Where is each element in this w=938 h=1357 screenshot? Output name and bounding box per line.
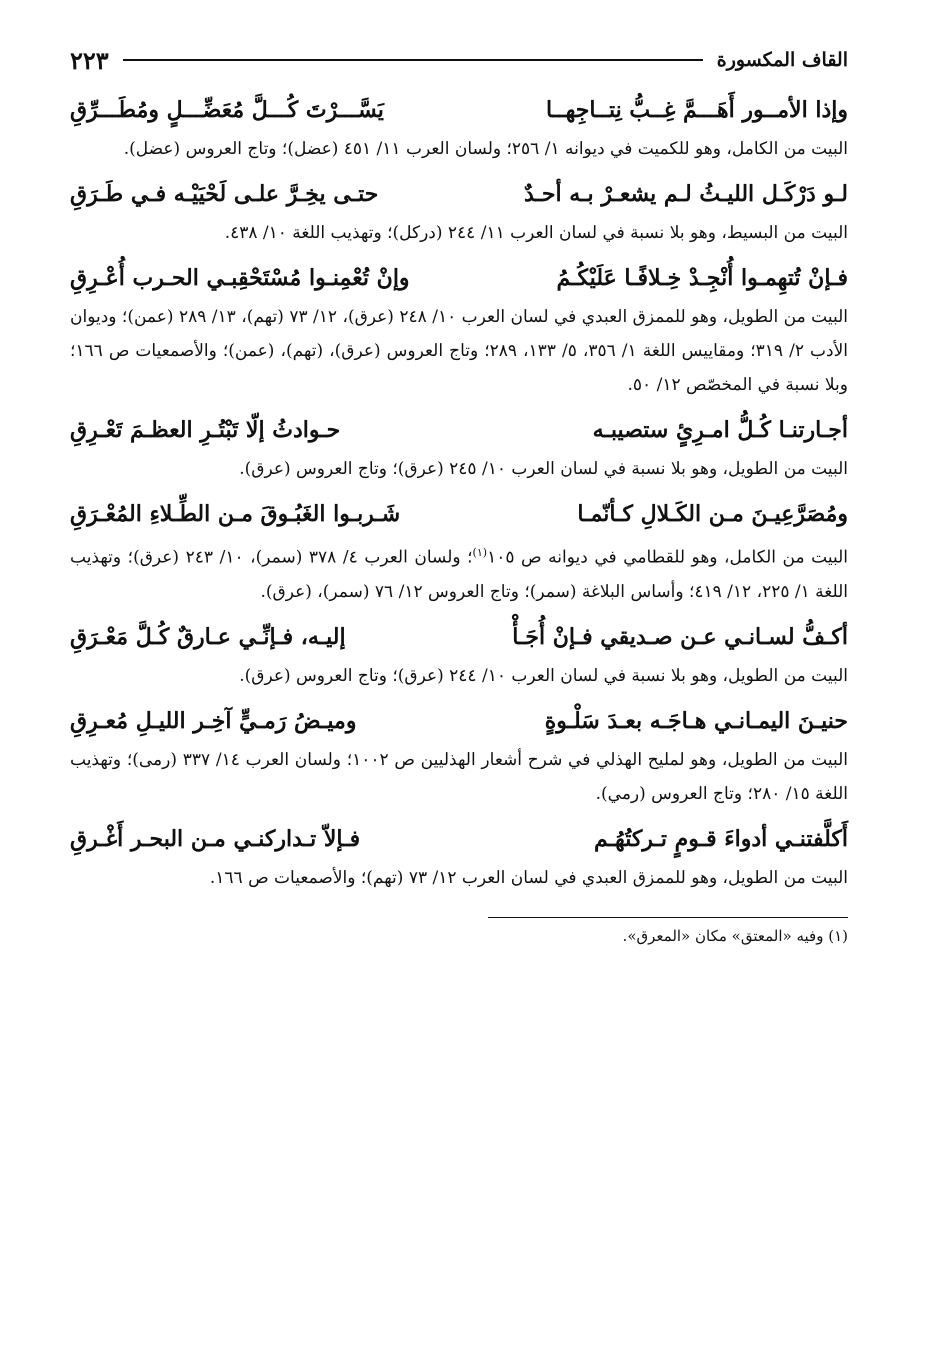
verse-line <box>70 172 848 216</box>
verse-line <box>70 256 848 300</box>
first-hemistich: وإذا الأمــور أَهَـــمَّ غِــبُّ نِتــاجِهــا <box>546 97 848 123</box>
verse-source-note: البيت من الطويل، وهو بلا نسبة في لسان العرب ١٠/ ٢٤٥ (عرق)؛ وتاج العروس (عرق). <box>239 459 848 479</box>
note-text-end: ؛ ولسان العرب ٤/ ٣٧٨ (سمر)، ١٠/ ٢٤٣ (عرق)؛ وتهذيب اللغة ١/ ٢٢٥، ١٢/ ٤١٩؛ وأساس البلاغة (سمر)؛ وتاج العروس ١٢/ ٧٦ (سمر)، (عرق). <box>70 547 848 602</box>
verse-entry <box>70 172 848 250</box>
second-hemistich: إليـه، فـإنِّـي عـارقٌ كُـلَّ مَعْـرَقِ <box>70 623 346 650</box>
verse-line <box>70 492 848 536</box>
verse-source-note: البيت من الطويل، وهو لمليح الهذلي في شرح أشعار الهذليين ص ١٠٠٢؛ ولسان العرب ١٤/ ٣٣٧ (رمى)؛ وتهذيب اللغة ١٥/ ٢٨٠؛ وتاج العروس (رمي). <box>70 749 848 804</box>
verse-line <box>70 817 848 861</box>
verse-line <box>70 699 848 743</box>
first-hemistich: حنيـنَ اليمـانـي هـاجَـه بعـدَ سَلْـوةٍ <box>544 707 848 734</box>
page <box>70 38 848 950</box>
verse-entry <box>70 615 848 693</box>
first-hemistich: لـو دَرْكَـل الليـثُ لـم يشعـرْ بـه أحـدٌ <box>523 181 848 207</box>
verse-source-note: البيت من الكامل، وهو للكميت في ديوانه ١/ ٢٥٦؛ ولسان العرب ١١/ ٤٥١ (عضل)؛ وتاج العروس (عضل). <box>123 139 848 159</box>
verse-source-note: البيت من الطويل، وهو بلا نسبة في لسان العرب ١٠/ ٢٤٤ (عرق)؛ وتاج العروس (عرق). <box>239 665 848 686</box>
note-text-start: البيت من الكامل، وهو للقطامي في ديوانه ص ١٠٥ <box>487 547 849 568</box>
verse-entry <box>70 817 848 895</box>
second-hemistich: يَسَّـــرْتَ كُـــلَّ مُعَضِّـــلٍ ومُطَـــرِّقِ <box>70 97 384 123</box>
first-hemistich: أكـفُّ لسـانـي عـن صـديقي فـإنْ أُجَـأْ <box>512 623 848 650</box>
chapter-title: القاف المكسورة <box>716 49 848 71</box>
running-header <box>70 38 848 82</box>
header-rule <box>123 59 703 61</box>
verse-source-note: البيت من البسيط، وهو بلا نسبة في لسان العرب ١١/ ٢٤٤ (دركل)؛ وتهذيب اللغة ١٠/ ٤٣٨. <box>224 223 848 243</box>
footnote-reference: (١) <box>472 546 488 559</box>
first-hemistich: ومُصَرَّعِيـنَ مـن الكَـلالِ كـأنّمـا <box>577 501 848 527</box>
verse-line <box>70 408 848 452</box>
first-hemistich: فـإنْ تُتهِمـوا أُنْجِـدْ خِـلافًـا عَلَيْكُـمُ <box>556 265 848 291</box>
verse-line <box>70 88 848 132</box>
verse-entry <box>70 256 848 402</box>
second-hemistich: وميـضُ رَمـيٍّ آخِـر الليـلِ مُعـرِقِ <box>70 707 357 734</box>
verse-line <box>70 615 848 659</box>
verse-source-note <box>70 536 848 609</box>
second-hemistich: حـوادثُ إلّا تَبْتُـرِ العظـمَ تَعْـرِقِ <box>70 417 341 443</box>
footnote-rule <box>488 917 848 918</box>
verse-entry <box>70 408 848 486</box>
second-hemistich: وإنْ تُعْمِنـوا مُسْتَحْقِبـي الحـرب أُعْـرِقِ <box>70 265 410 291</box>
first-hemistich: أَكلَّفتنـي أدواءَ قـومٍ تـركتُهُـم <box>593 825 848 852</box>
verse-source-note: البيت من الطويل، وهو للممزق العبدي في لسان العرب ١٠/ ٢٤٨ (عرق)، ١٢/ ٧٣ (تهم)، ١٣/ ٢٨٩ (عمن)؛ وديوان الأدب ٢/ ٣١٩؛ ومقاييس اللغة ١/ ٣٥٦، ٥/ ١٣٣، ٢٨٩؛ وتاج العروس (عرق)، (تهم)، (عمن)؛ والأصمعيات ص ١٦٦؛ وبلا نسبة في المخصّص ١٢/ ٥٠. <box>70 307 848 395</box>
page-number: ٢٢٣ <box>70 45 109 75</box>
verse-source-note: البيت من الطويل، وهو للممزق العبدي في لسان العرب ١٢/ ٧٣ (تهم)؛ والأصمعيات ص ١٦٦. <box>209 867 848 888</box>
verse-entry <box>70 88 848 166</box>
second-hemistich: شَـربـوا الغَبُـوقَ مـن الطِّـلاءِ المُعْـرَقِ <box>70 501 401 527</box>
second-hemistich: فـإلاّ تـداركنـي مـن البحـر أَغْـرقِ <box>70 825 361 852</box>
second-hemistich: حتـى يخِـرَّ علـى لَحْيَيْـه فـي طَـرَقِ <box>70 181 379 207</box>
footnote: (١) وفيه «المعتق» مكان «المعرق». <box>622 926 848 945</box>
verse-entry <box>70 492 848 609</box>
verse-entry <box>70 699 848 811</box>
first-hemistich: أجـارتنـا كُـلُّ امـرِئٍ ستصيبـه <box>592 417 848 443</box>
